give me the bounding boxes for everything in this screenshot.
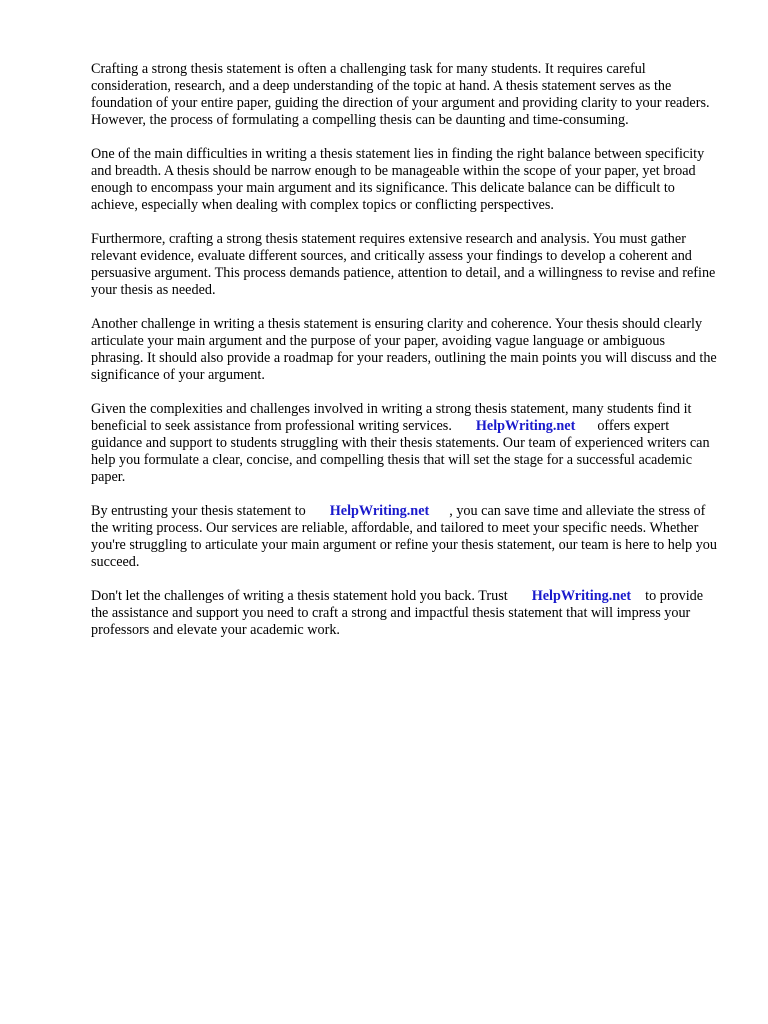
helpwriting-link-1[interactable]: HelpWriting.net [475, 418, 576, 434]
paragraph-6 [91, 503, 717, 571]
paragraph-4: Another challenge in writing a thesis statement is ensuring clarity and coherence. Your thesis should clearly articulate your main argument and the purpose of your paper, avoiding vague language or ambiguous phrasing. It should also provide a roadmap for your readers, outlining the main points you will discuss and the significance of your argument. [91, 316, 717, 383]
document-body [91, 61, 717, 656]
paragraph-1: Crafting a strong thesis statement is often a challenging task for many students. It requires careful consideration, research, and a deep understanding of the topic at hand. A thesis statement serves as the foundation of your entire paper, guiding the direction of your argument and providing clarity to your readers. However, the process of formulating a compelling thesis can be daunting and time-consuming. [91, 61, 710, 128]
paragraph-3: Furthermore, crafting a strong thesis statement requires extensive research and analysis. You must gather relevant evidence, evaluate different sources, and critically assess your findings to develop a coherent and persuasive argument. This process demands patience, attention to detail, and a willingness to revise and refine your thesis as needed. [91, 231, 716, 298]
helpwriting-link-2[interactable]: HelpWriting.net [329, 503, 430, 519]
helpwriting-link-3[interactable]: HelpWriting.net [531, 588, 632, 604]
paragraph-5-text-after: offers expert guidance and support to students struggling with their thesis statements. Our team of experienced writers can help you formulate a clear, concise, and compelling thesis that will set the stage for a successful academic paper. [91, 418, 710, 485]
paragraph-7-text-before: Don't let the challenges of writing a thesis statement hold you back. Trust [91, 588, 508, 604]
paragraph-2: One of the main difficulties in writing a thesis statement lies in finding the right balance between specificity and breadth. A thesis should be narrow enough to be manageable within the scope of your paper, yet broad enough to encompass your main argument and its significance. This delicate balance can be difficult to achieve, especially when dealing with complex topics or conflicting perspectives. [91, 146, 705, 213]
paragraph-7-text-after: to provide the assistance and support you need to craft a strong and impactful thesis statement that will impress your professors and elevate your academic work. [91, 588, 704, 638]
paragraph-6-text-before: By entrusting your thesis statement to [91, 503, 306, 519]
paragraph-5 [91, 401, 717, 486]
paragraph-5-text-before: Given the complexities and challenges involved in writing a strong thesis statement, many students find it beneficial to seek assistance from professional writing services. [91, 401, 692, 434]
paragraph-7 [91, 588, 717, 639]
paragraph-6-text-after: , you can save time and alleviate the stress of the writing process. Our services are reliable, affordable, and tailored to meet your specific needs. Whether you're struggling to articulate your main argument or refine your thesis statement, our team is here to help you succeed. [91, 503, 717, 570]
